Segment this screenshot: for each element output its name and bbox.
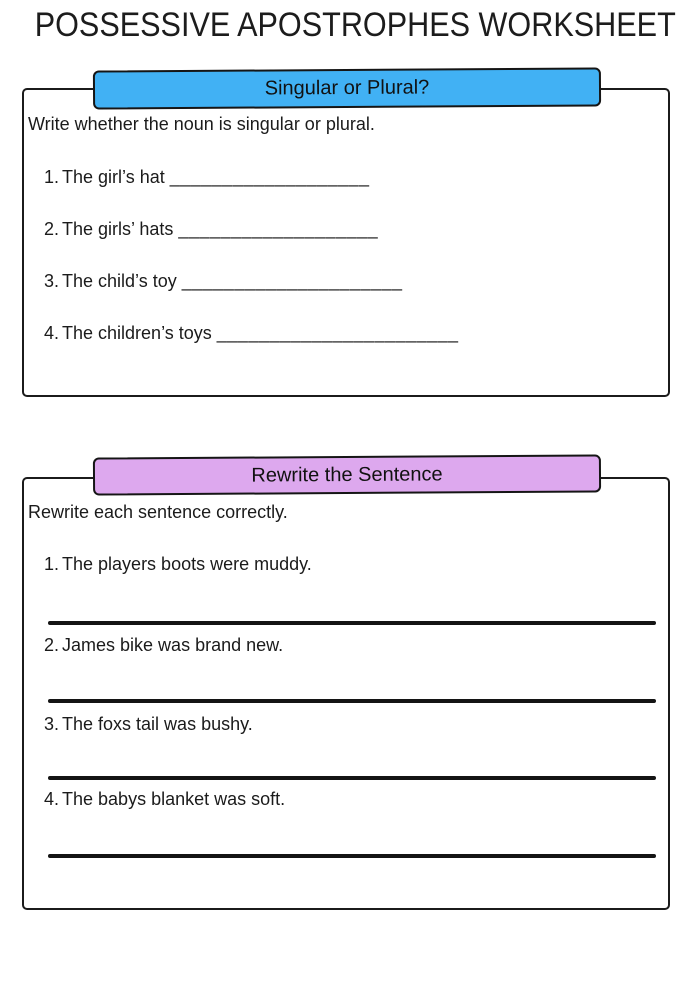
item-row: [44, 323, 459, 344]
item-blank: _____________________: [181, 271, 403, 291]
instruction-text: Write whether the noun is singular or plural.: [28, 114, 375, 134]
item-blank: _______________________: [216, 323, 459, 343]
instruction-text: Rewrite each sentence correctly.: [28, 502, 288, 522]
section-banner-rewrite-sentence: [93, 454, 601, 495]
item-text: The child’s toy: [62, 271, 177, 291]
item-text: The foxs tail was bushy.: [62, 714, 253, 734]
answer-line: [48, 621, 656, 625]
item-text: James bike was brand new.: [62, 635, 284, 655]
item-number: 2.: [44, 635, 60, 655]
item-number: 3.: [44, 714, 60, 734]
answer-line: [48, 776, 656, 780]
section-box-rewrite-sentence: [22, 477, 670, 910]
banner-label-singular-plural: Singular or Plural?: [264, 76, 430, 100]
item-row: [44, 167, 369, 188]
item-number: 1.: [44, 554, 60, 574]
item-row: [44, 635, 283, 656]
item-number: 4.: [44, 789, 60, 809]
item-text: The players boots were muddy.: [62, 554, 312, 574]
item-row: [44, 554, 312, 575]
item-number: 1.: [44, 167, 60, 187]
item-text: The girl’s hat: [62, 167, 165, 187]
section-box-singular-plural: [22, 88, 670, 397]
item-row: [44, 271, 403, 292]
item-number: 4.: [44, 323, 60, 343]
item-text: The babys blanket was soft.: [62, 789, 286, 809]
item-text: The girls’ hats: [62, 219, 174, 239]
item-blank: ___________________: [169, 167, 370, 187]
item-blank: ___________________: [178, 219, 379, 239]
item-row: [44, 714, 253, 735]
item-number: 2.: [44, 219, 60, 239]
answer-line: [48, 699, 656, 703]
item-text: The children’s toys: [62, 323, 212, 343]
item-number: 3.: [44, 271, 60, 291]
banner-label-rewrite-sentence: Rewrite the Sentence: [251, 462, 443, 487]
answer-line: [48, 854, 656, 858]
item-row: [44, 789, 285, 810]
section-banner-singular-plural: [93, 67, 601, 109]
page-title: POSSESSIVE APOSTROPHES WORKSHEET: [34, 6, 676, 44]
item-row: [44, 219, 378, 240]
